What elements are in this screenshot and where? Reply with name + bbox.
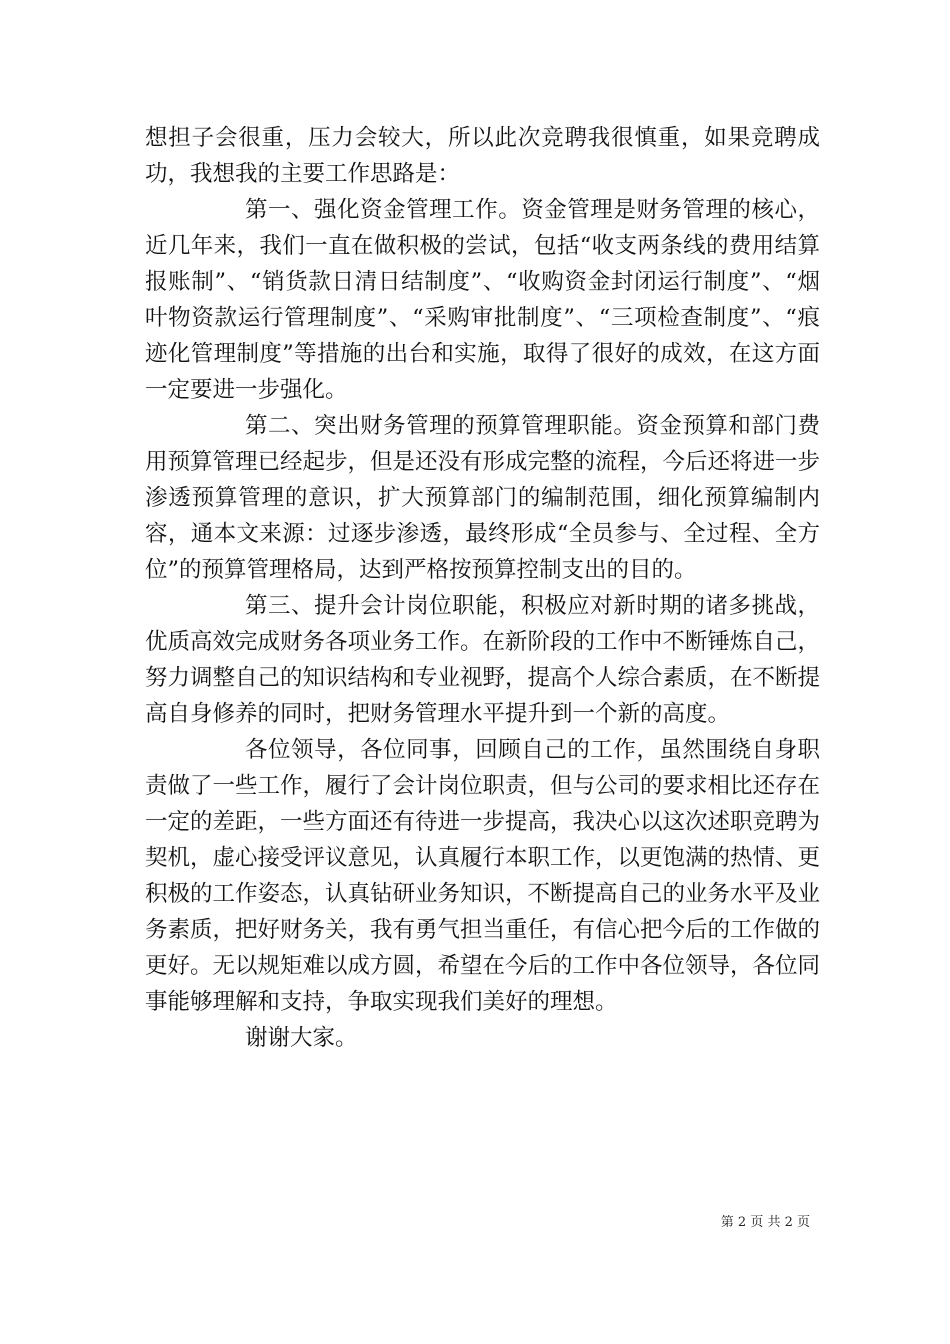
paragraph-point-three: 第三、提升会计岗位职能，积极应对新时期的诸多挑战，优质高效完成财务各项业务工作。在新阶段的工作中不断锤炼自己，努力调整自己的知识结构和专业视野，提高个人综合素质，在不断提高自身修养的同时，把财务管理水平提升到一个新的高度。 [145, 593, 821, 727]
paragraph-continuation: 想担子会很重，压力会较大，所以此次竞聘我很慎重，如果竞聘成功，我想我的主要工作思路是： [145, 125, 820, 187]
paragraph-thanks: 谢谢大家。 [245, 1025, 358, 1051]
paragraph-closing: 各位领导，各位同事，回顾自己的工作，虽然围绕自身职责做了一些工作，履行了会计岗位职责，但与公司的要求相比还存在一定的差距，一些方面还有待进一步提高，我决心以这次述职竞聘为契机，虚心接受评议意见，认真履行本职工作，以更饱满的热情、更积极的工作姿态，认真钻研业务知识，不断提高自己的业务水平及业务素质，把好财务关，我有勇气担当重任，有信心把今后的工作做的更好。无以规矩难以成方圆，希望在今后的工作中各位领导，各位同事能够理解和支持，争取实现我们美好的理想。 [145, 737, 821, 1015]
paragraph-point-two: 第二、突出财务管理的预算管理职能。资金预算和部门费用预算管理已经起步，但是还没有形成完整的流程，今后还将进一步渗透预算管理的意识，扩大预算部门的编制范围，细化预算编制内容，通本文来源：过逐步渗透，最终形成“全员参与、全过程、全方位”的预算管理格局，达到严格按预算控制支出的目的。 [145, 413, 821, 583]
paragraph-point-one: 第一、强化资金管理工作。资金管理是财务管理的核心，近几年来，我们一直在做积极的尝试，包括“收支两条线的费用结算报账制”、“销货款日清日结制度”、“收购资金封闭运行制度”、“烟叶物资款运行管理制度”、“采购审批制度”、“三项检查制度”、“痕迹化管理制度”等措施的出台和实施，取得了很好的成效，在这方面一定要进一步强化。 [145, 197, 820, 403]
document-body [145, 120, 820, 1056]
page-number-footer: 第 2 页 共 2 页 [720, 1215, 810, 1230]
